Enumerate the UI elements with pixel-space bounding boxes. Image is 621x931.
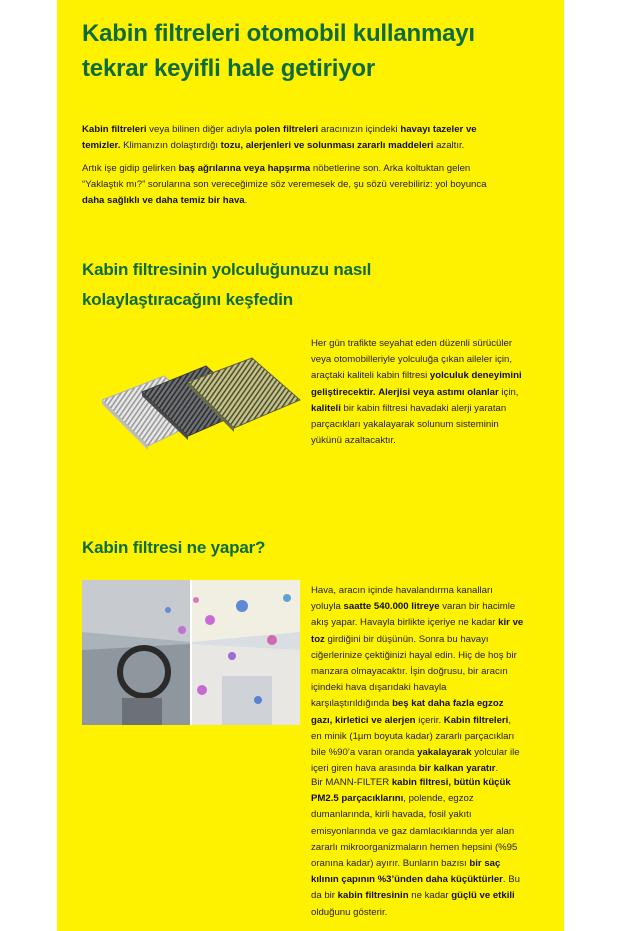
- bold-text: kir ve: [498, 617, 524, 629]
- text-run: girdiğini bir düşünün. Sonra bu havayı: [324, 633, 489, 645]
- text-line: [311, 664, 523, 680]
- text-run: manzara olmayacaktır. İşin doğrusu, bir aracın: [311, 666, 508, 678]
- intro-paragraph-2: [82, 161, 487, 210]
- text-run: parçacıkları yakalayarak solunum sisteminin: [311, 419, 499, 431]
- text-run: dumanlarında, kirli havada, fosil yakıtı: [311, 809, 472, 821]
- text-run: Bir MANN-FILTER: [311, 777, 392, 788]
- bold-text: kabin filtresi, bütün küçük: [391, 777, 511, 788]
- journey-heading-line: kolaylaştıracağını keşfedin: [82, 290, 293, 309]
- bold-text: havayı tazeler ve: [400, 124, 477, 135]
- text-run: emisyonlarında ve gaz damlacıklarında yer alan: [311, 825, 515, 837]
- text-run: , polende, egzoz: [403, 793, 474, 805]
- bold-text: Kabin filtreleri: [443, 714, 509, 726]
- text-run: varan bir hacimle: [439, 601, 516, 613]
- text-run: yoluyla: [311, 601, 344, 613]
- journey-paragraph: [311, 336, 522, 449]
- bold-text: toz: [311, 633, 325, 645]
- text-run: yolcular ile: [471, 747, 520, 759]
- text-line: [311, 775, 520, 791]
- text-line: [311, 352, 522, 368]
- text-line: [311, 417, 522, 433]
- bold-text: PM2.5 parçacıklarını: [311, 793, 404, 805]
- main-heading-line: Kabin filtreleri otomobil kullanmayı: [82, 20, 475, 47]
- text-run: “Yaklaştık mı?” sorularına son vereceğimize söz veremesek de, şu sözü verebiliriz: yol boyunca: [82, 179, 487, 191]
- what-paragraph-2: [311, 775, 520, 921]
- text-run: .: [495, 763, 499, 775]
- text-line: [82, 193, 487, 209]
- text-run: Hava, aracın içinde havalandırma kanalları: [311, 585, 493, 596]
- text-line: [311, 583, 523, 599]
- text-line: [311, 385, 522, 401]
- text-run: aracınızın içindeki: [318, 124, 401, 135]
- text-run: içindeki hava dışarıdaki havayla: [311, 682, 447, 694]
- text-line: [82, 177, 487, 193]
- text-line: [311, 872, 520, 888]
- text-run: oranına kadar) ayırır. Bunların bazısı: [311, 858, 470, 870]
- bold-text: saatte 540.000 litreye: [343, 601, 440, 613]
- text-line: [311, 336, 522, 352]
- bold-text: kaliteli: [311, 402, 341, 414]
- text-line: [311, 807, 520, 823]
- text-run: içeri giren hava arasında: [311, 763, 419, 775]
- text-line: [311, 745, 523, 761]
- text-run: Klimanızın dolaştırdığı: [120, 140, 221, 152]
- text-run: Artık işe gidip gelirken: [82, 163, 179, 174]
- text-line: [311, 888, 520, 904]
- text-line: [82, 122, 477, 138]
- text-run: yükünü azaltacaktır.: [311, 435, 396, 447]
- bold-text: yolculuk deneyimini: [429, 370, 522, 382]
- text-run: zararlı mikroorganizmaların hemen hepsini (%95: [311, 841, 518, 853]
- journey-heading-line: Kabin filtresinin yolculuğunuzu nasıl: [82, 260, 372, 279]
- bold-text: geliştirecektir.: [311, 386, 376, 398]
- text-line: [311, 696, 523, 712]
- bold-text: bir saç: [469, 858, 501, 870]
- bold-text: daha sağlıklı ve daha temiz bir hava: [82, 195, 245, 207]
- cabin-filters-image: [102, 356, 302, 452]
- text-run: ciğerlerinize çektiğinizi hayal edin. Hiç de hoş bir: [311, 649, 517, 661]
- car-interior-comparison-image: [82, 580, 300, 725]
- text-line: [311, 401, 522, 417]
- text-run: veya otomobilleriyle yolculuğa çıkan aileler için,: [311, 354, 513, 366]
- text-line: [311, 680, 523, 696]
- bold-text: temizler.: [82, 140, 121, 152]
- bold-text: beş kat daha fazla egzoz: [392, 698, 504, 710]
- bold-text: kabin filtresinin: [337, 890, 409, 902]
- text-line: [311, 729, 523, 745]
- text-run: için,: [498, 386, 519, 398]
- intro-paragraph: [82, 122, 477, 154]
- main-heading-line: tekrar keyifli hale getiriyor: [82, 55, 376, 82]
- bold-text: yakalayarak: [417, 747, 472, 759]
- text-line: [311, 713, 523, 729]
- text-run: Her gün trafikte seyahat eden düzenli sürücüler: [311, 338, 513, 349]
- text-line: [82, 138, 477, 154]
- bold-text: güçlü ve etkili: [451, 890, 515, 902]
- text-run: en minik (1µm boyuta kadar) zararlı parçacıkları: [311, 730, 515, 742]
- text-run: nöbetlerine son. Arka koltuktan gelen: [310, 163, 471, 174]
- text-line: [311, 433, 522, 449]
- bold-text: bir kalkan yaratır: [418, 763, 496, 775]
- bold-text: kılının çapının %3’ünden daha küçüktürler: [311, 874, 503, 886]
- bold-text: Kabin filtreleri: [82, 124, 147, 135]
- text-run: karşılaştırıldığında: [311, 698, 393, 710]
- text-line: [311, 824, 520, 840]
- text-run: veya bilinen diğer adıyla: [146, 124, 255, 135]
- text-run: bile %90’a varan oranda: [311, 747, 418, 759]
- journey-heading: [82, 255, 371, 315]
- text-run: . Bu: [502, 874, 520, 886]
- text-run: olduğunu gösterir.: [311, 906, 388, 918]
- text-run: içerir.: [415, 714, 444, 726]
- text-line: [311, 791, 520, 807]
- text-line: [311, 840, 520, 856]
- bold-text: polen filtreleri: [254, 124, 319, 135]
- what-paragraph-1: [311, 583, 523, 777]
- bold-text: gazı, kirletici ve alerjen: [311, 714, 416, 726]
- text-line: [311, 632, 523, 648]
- text-line: [311, 599, 523, 615]
- text-line: [311, 905, 520, 921]
- text-run: bir kabin filtresi havadaki alerji yaratan: [340, 402, 507, 414]
- what-heading: Kabin filtresi ne yapar?: [82, 538, 266, 557]
- bold-text: Alerjisi veya astımı olanlar: [378, 386, 499, 398]
- text-line: [311, 368, 522, 384]
- main-heading: [82, 16, 552, 86]
- text-line: [311, 615, 523, 631]
- text-run: araçtaki kaliteli kabin filtresi: [311, 370, 430, 382]
- text-run: da bir: [311, 890, 338, 902]
- text-line: [82, 161, 487, 177]
- text-run: ne kadar: [408, 890, 452, 902]
- text-line: [311, 856, 520, 872]
- text-run: .: [244, 195, 248, 207]
- bold-text: baş ağrılarına veya hapşırma: [178, 163, 311, 174]
- text-run: ,: [508, 714, 511, 726]
- text-run: akış yapar. Havayla birlikte içeriye ne kadar: [311, 617, 499, 629]
- bold-text: tozu, alerjenleri ve solunması zararlı maddeleri: [220, 140, 434, 152]
- text-line: [311, 648, 523, 664]
- text-run: azaltır.: [433, 140, 465, 152]
